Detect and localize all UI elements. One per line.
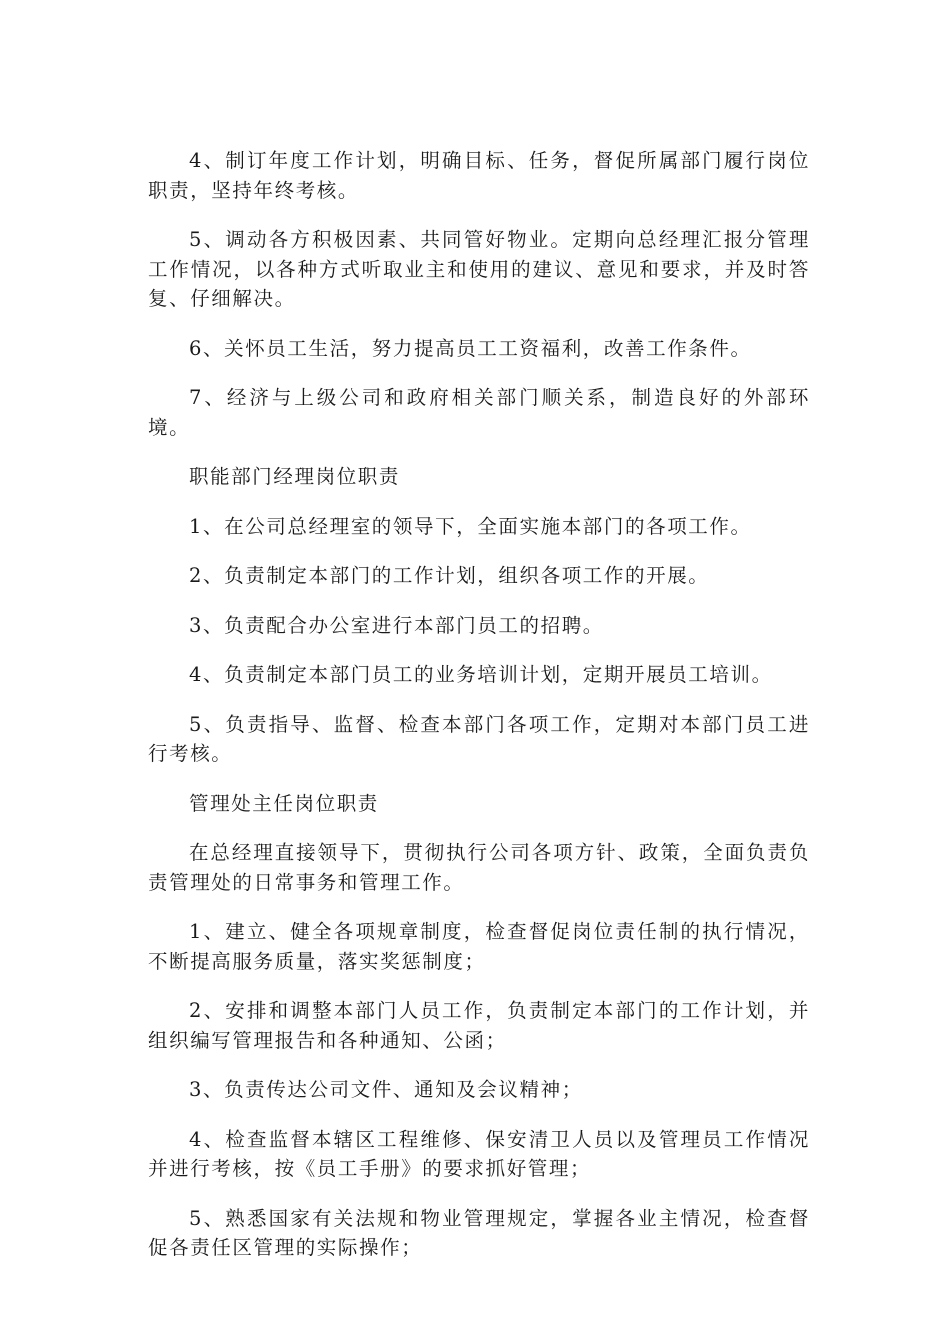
section-heading: 职能部门经理岗位职责 [189, 465, 401, 488]
document-body [148, 146, 810, 1283]
paragraph-item: 3、负责配合办公室进行本部门员工的招聘。 [189, 613, 604, 637]
paragraph-item: 3、负责传达公司文件、通知及会议精神； [189, 1078, 583, 1101]
paragraph-item: 2、安排和调整本部门人员工作，负责制定本部门的工作计划，并组织编写管理报告和各种通知、公函； [148, 999, 810, 1052]
paragraph-item: 2、负责制定本部门的工作计划，组织各项工作的开展。 [189, 564, 710, 587]
paragraph-item: 4、检查监督本辖区工程维修、保安清卫人员以及管理员工作情况并进行考核，按《员工手册》的要求抓好管理； [148, 1127, 810, 1180]
paragraph-item: 5、熟悉国家有关法规和物业管理规定，掌握各业主情况，检查督促各责任区管理的实际操作； [148, 1206, 810, 1259]
paragraph-item: 4、制订年度工作计划，明确目标、任务，督促所属部门履行岗位职责，坚持年终考核。 [148, 149, 810, 202]
paragraph-item: 4、负责制定本部门员工的业务培训计划，定期开展员工培训。 [189, 663, 773, 686]
paragraph-item: 6、关怀员工生活，努力提高员工工资福利，改善工作条件。 [189, 336, 752, 360]
section-heading: 管理处主任岗位职责 [189, 791, 379, 815]
paragraph-item: 5、调动各方积极因素、共同管好物业。定期向总经理汇报分管理工作情况，以各种方式听取业主和使用的建议、意见和要求，并及时答复、仔细解决。 [148, 228, 810, 310]
paragraph-item: 7、经济与上级公司和政府相关部门顺关系，制造良好的外部环境。 [148, 386, 810, 439]
paragraph-item: 1、建立、健全各项规章制度，检查督促岗位责任制的执行情况，不断提高服务质量，落实奖惩制度； [148, 920, 810, 973]
paragraph-item: 1、在公司总经理室的领导下，全面实施本部门的各项工作。 [189, 514, 752, 538]
paragraph-intro: 在总经理直接领导下，贯彻执行公司各项方针、政策，全面负责负责管理处的日常事务和管理工作。 [148, 841, 810, 894]
paragraph-item: 5、负责指导、监督、检查本部门各项工作，定期对本部门员工进行考核。 [148, 712, 810, 765]
